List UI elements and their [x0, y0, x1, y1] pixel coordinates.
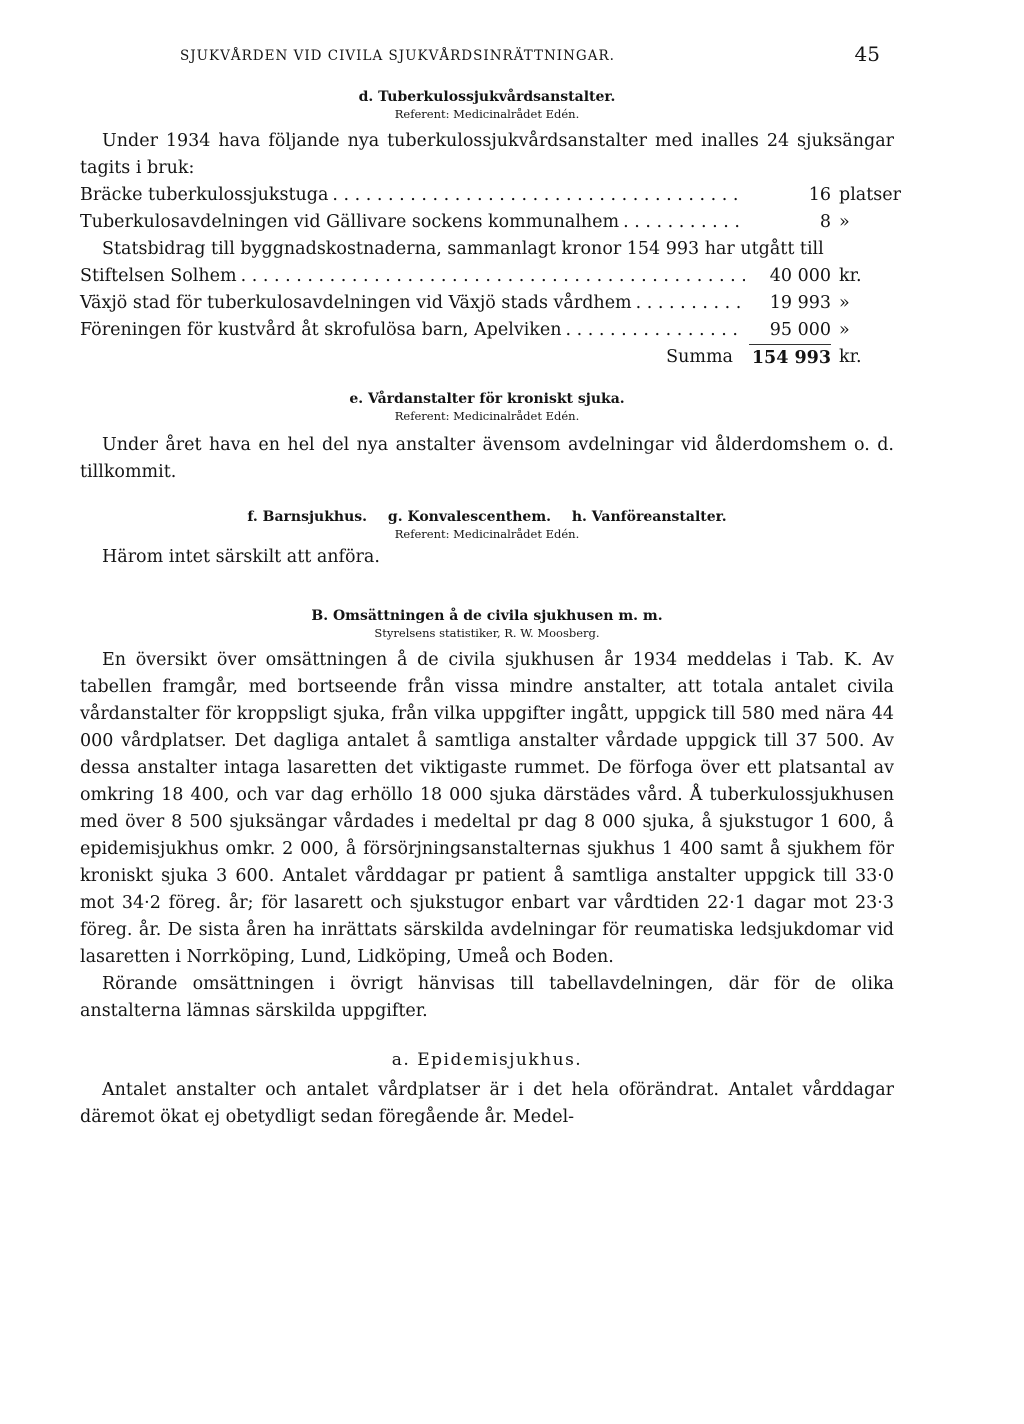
page-header [80, 40, 894, 76]
section-e-text: Under året hava en hel del nya anstalter ävensom avdelningar vid ålderdomshem o. d. tillkommit. [80, 435, 894, 482]
section-f-title: f. Barnsjukhus. [247, 509, 368, 525]
sum-row [80, 344, 894, 372]
page-number: 45 [854, 42, 880, 66]
section-a-title: a. Epidemisjukhus. [391, 1050, 583, 1070]
grant-row: Växjö stad för tuberkulosavdelningen vid Växjö stads vårdhem . . . 19 993 » [80, 290, 894, 317]
section-h-title: h. Vanföreanstalter. [571, 509, 727, 525]
section-fgh-titles [80, 508, 894, 526]
section-a-text: Antalet anstalter och antalet vårdplatser är i det hela oförändrat. Antalet vårddagar däremot ökat ej obetydligt sedan föregående år. Medel- [80, 1080, 894, 1127]
section-B-title: B. Omsättningen å de civila sjukhusen m. m. [311, 608, 663, 624]
section-d-intro: Under 1934 hava följande nya tuberkulossjukvårdsanstalter med inalles 24 sjuksängar tagits i bruk: [80, 131, 894, 178]
section-fgh-referent: Referent: Medicinalrådet Edén. [394, 527, 580, 541]
section-g-title: g. Konvalescenthem. [387, 509, 551, 525]
list-item: Bräcke tuberkulossjukstuga . . . 16 platser [80, 182, 894, 209]
running-title: SJUKVÅRDEN VID CIVILA SJUKVÅRDSINRÄTTNINGAR. [180, 48, 615, 64]
section-B-referent: Styrelsens statistiker, R. W. Moosberg. [374, 626, 600, 640]
section-d-title: d. Tuberkulossjukvårdsanstalter. [358, 89, 616, 105]
sum-label: Summa [666, 347, 733, 367]
sum-value: 154 993 [749, 344, 831, 372]
list-item: Tuberkulosavdelningen vid Gällivare sockens kommunalhem . . . 8 » [80, 209, 894, 236]
grant-row: Föreningen för kustvård åt skrofulösa barn, Apelviken . . . 95 000 » [80, 317, 894, 344]
section-B-para1: En översikt över omsättningen å de civila sjukhusen år 1934 meddelas i Tab. K. Av tabellen framgår, med bortseende från vissa mindre anstalter, att totala antalet civila vårdanstalter för kroppsligt sjuka, från vilka uppgifter ingått, uppgick till 580 med nära 44 000 vårdplatser. Det dagliga antalet å samtliga anstalter vårdade uppgick till 37 500. Av dessa anstalter intaga lasaretten det viktigaste rummet. De förfoga över ett platsantal av omkring 18 400, och var dag erhöllo 18 000 sjuka därstädes vård. Å tuberkulossjukhusen med över 8 500 sjuksängar vårdades i medeltal pr dag 8 000 sjuka, å sjukstugor 1 600, å epidemisjukhus omkr. 2 000, å försörjningsanstalternas sjukhus 1 400 samt å sjukhem för kroniskt sjuka 3 600. Antalet vårddagar pr patient å samtliga anstalter uppgick till 33·0 mot 34·2 föreg. år; för lasarett och sjukstugor enbart var vårdtiden 22·1 dagar mot 23·3 föreg. år. De sista åren ha inrättats särskilda avdelningar för reumatiska ledsjukdomar vid lasaretten i Norrköping, Lund, Lidköping, Umeå och Boden. [80, 650, 894, 967]
section-e-title: e. Vårdanstalter för kroniskt sjuka. [349, 391, 625, 407]
statsbidrag-text: Statsbidrag till byggnadskostnaderna, sammanlagt kronor 154 993 har utgått till [102, 239, 824, 259]
sum-unit: kr. [839, 347, 862, 367]
section-e-referent: Referent: Medicinalrådet Edén. [394, 409, 580, 423]
section-fgh-text: Härom intet särskilt att anföra. [102, 547, 380, 567]
section-B-para2: Rörande omsättningen i övrigt hänvisas till tabellavdelningen, där för de olika anstalterna lämnas särskilda uppgifter. [80, 974, 894, 1021]
grant-row: Stiftelsen Solhem . . . 40 000 kr. [80, 263, 894, 290]
page [80, 40, 901, 1131]
section-d-referent: Referent: Medicinalrådet Edén. [394, 107, 580, 121]
